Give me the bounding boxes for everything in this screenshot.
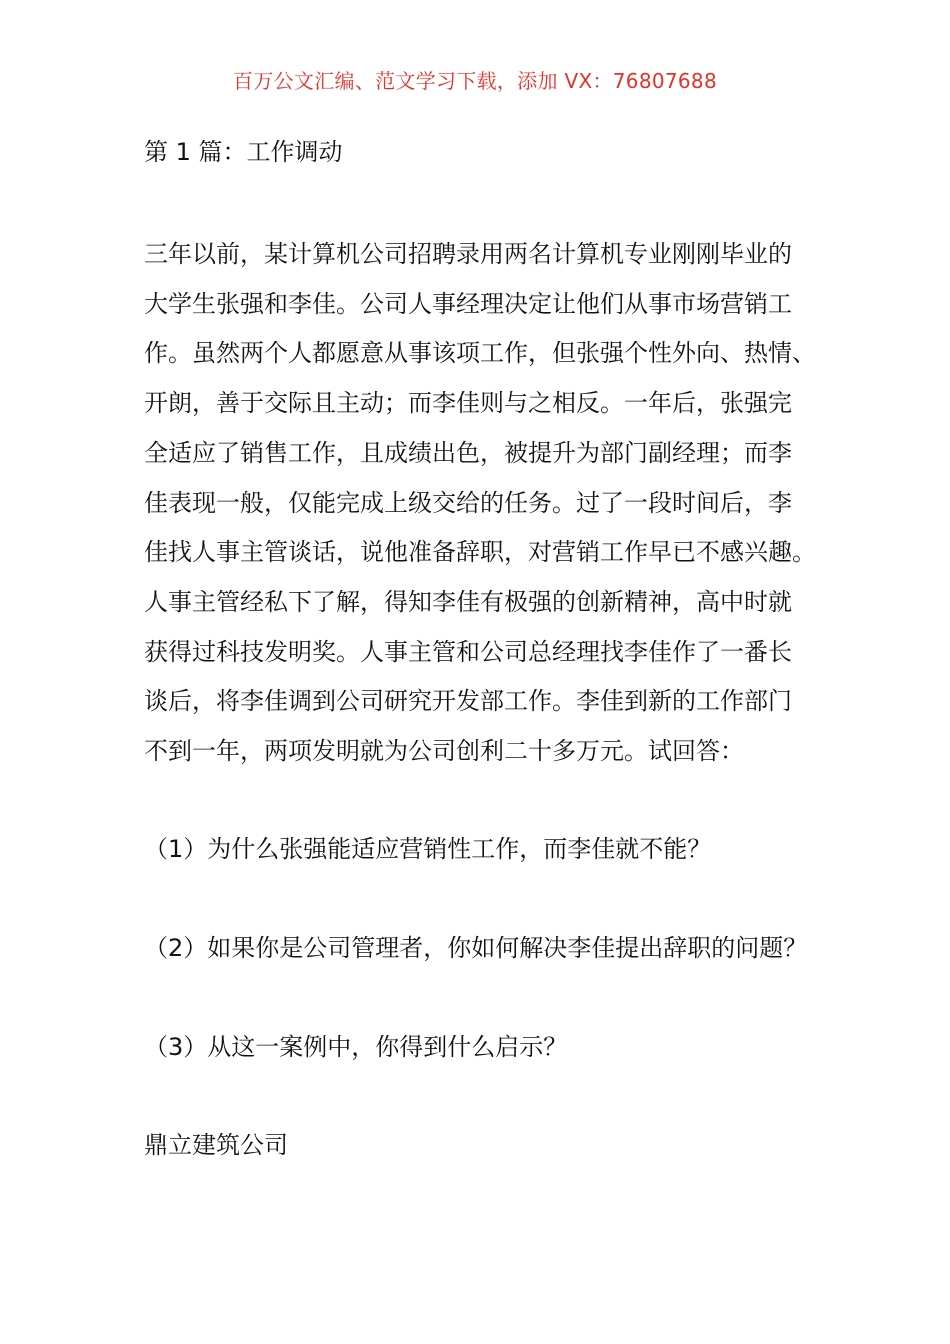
article-body xyxy=(144,230,814,777)
body-line: 大学生张强和李佳。公司人事经理决定让他们从事市场营销工 xyxy=(144,289,792,318)
body-line: 谈后，将李佳调到公司研究开发部工作。李佳到新的工作部门 xyxy=(144,687,792,716)
body-line: 人事主管经私下了解，得知李佳有极强的创新精神，高中时就 xyxy=(144,587,792,616)
question-3: （3）从这一案例中，你得到什么启示？ xyxy=(144,1033,568,1061)
article-title: 第 1 篇：工作调动 xyxy=(144,138,343,166)
body-line: 佳找人事主管谈话，说他准备辞职，对营销工作早已不感兴趣。 xyxy=(144,538,816,567)
body-line: 全适应了销售工作，且成绩出色，被提升为部门副经理；而李 xyxy=(144,438,792,467)
body-line: 佳表现一般，仅能完成上级交给的任务。过了一段时间后，李 xyxy=(144,488,792,517)
body-line: 不到一年，两项发明就为公司创利二十多万元。试回答： xyxy=(144,737,744,766)
body-line: 作。虽然两个人都愿意从事该项工作，但张强个性外向、热情、 xyxy=(144,339,816,368)
body-line: 三年以前，某计算机公司招聘录用两名计算机专业刚刚毕业的 xyxy=(144,240,792,268)
body-line: 获得过科技发明奖。人事主管和公司总经理找李佳作了一番长 xyxy=(144,637,792,666)
body-line: 开朗，善于交际且主动；而李佳则与之相反。一年后，张强完 xyxy=(144,389,792,418)
header-banner: 百万公文汇编、范文学习下载，添加 VX：76807688 xyxy=(233,69,717,93)
next-section-title: 鼎立建筑公司 xyxy=(144,1131,288,1159)
question-1: （1）为什么张强能适应营销性工作，而李佳就不能？ xyxy=(144,835,712,863)
question-2: （2）如果你是公司管理者，你如何解决李佳提出辞职的问题？ xyxy=(144,934,808,962)
